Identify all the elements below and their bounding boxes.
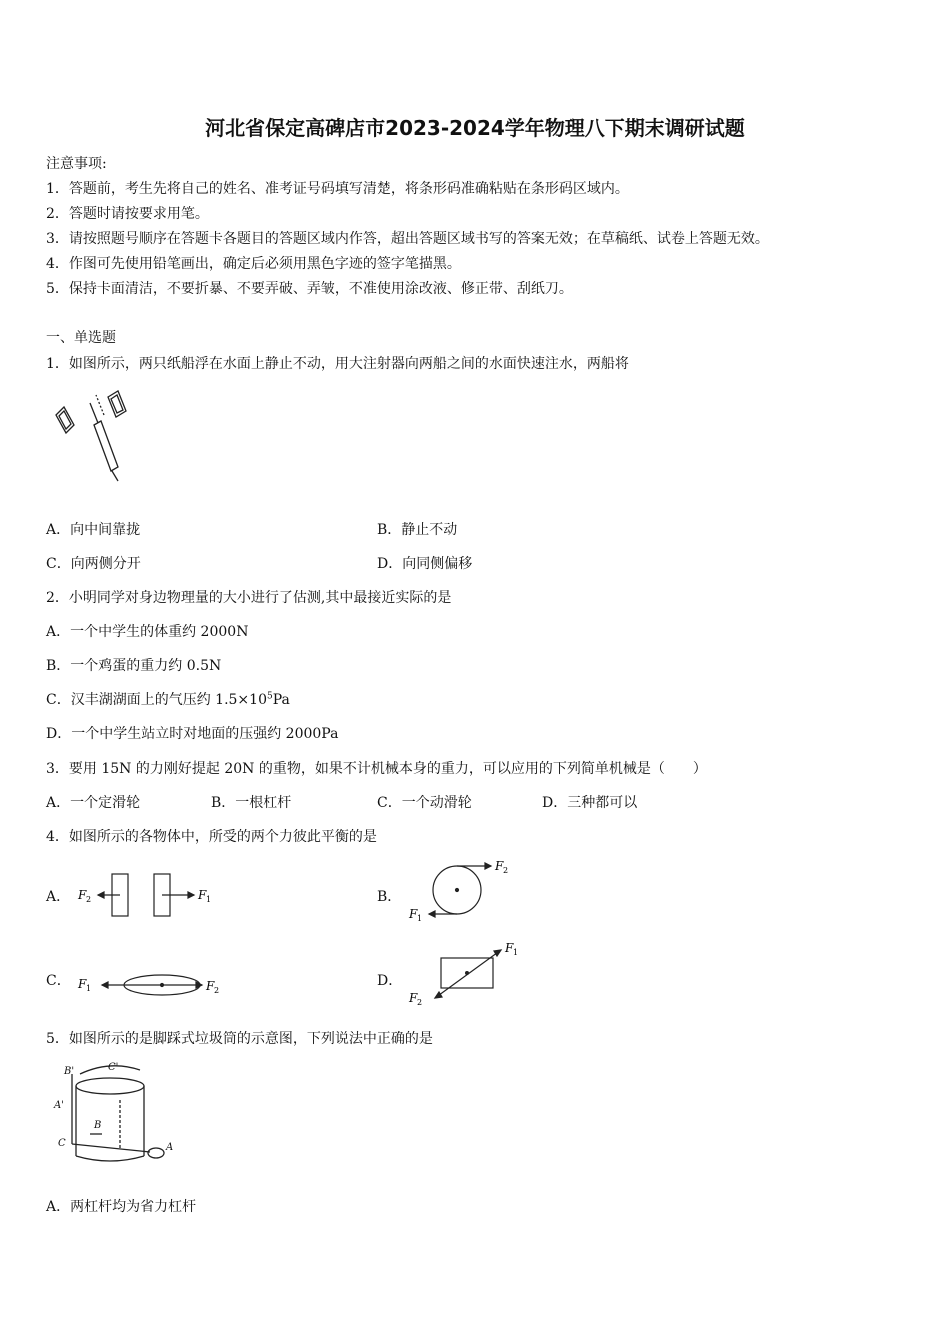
q2-option-a: A．一个中学生的体重约 2000N xyxy=(46,624,249,640)
q4a-f1-label: F xyxy=(198,888,207,902)
q5-trash-can-figure xyxy=(50,1060,180,1170)
q4-label-c: C． xyxy=(46,973,71,989)
q2-option-c xyxy=(46,689,290,709)
q4b-f2-label: F xyxy=(495,859,504,873)
q3-option-b: B．一根杠杆 xyxy=(211,795,292,811)
q5-stem: 5．如图所示的是脚踩式垃圾筒的示意图，下列说法中正确的是 xyxy=(46,1031,433,1047)
q2-option-c-unit: Pa xyxy=(272,692,290,708)
q4c-f2-sub: 2 xyxy=(214,986,220,995)
q4-figure-d xyxy=(405,940,530,1008)
q4d-f1-label: F xyxy=(505,941,514,955)
q2-option-c-exponent: 5 xyxy=(266,691,273,702)
q2-stem: 2．小明同学对身边物理量的大小进行了估测,其中最接近实际的是 xyxy=(46,590,452,606)
q4b-f1-label: F xyxy=(409,907,418,921)
q1-option-d: D．向同侧偏移 xyxy=(377,556,473,572)
notice-heading: 注意事项: xyxy=(46,156,107,172)
q1-boats-syringe-figure xyxy=(46,385,136,485)
q4c-f1-sub: 1 xyxy=(86,984,92,993)
q5-label-b: B xyxy=(94,1120,102,1131)
q2-option-c-text: C．汉丰湖湖面上的气压约 1.5×10 xyxy=(46,692,267,708)
q3-option-a: A．一个定滑轮 xyxy=(46,795,141,811)
q4b-f2-sub: 2 xyxy=(503,866,509,875)
notice-item: 3．请按照题号顺序在答题卡各题目的答题区域内作答，超出答题区域书写的答案无效；在草稿纸、试卷上答题无效。 xyxy=(46,231,769,247)
q4-figure-a xyxy=(74,868,224,923)
q4a-f2-label: F xyxy=(78,888,87,902)
section-heading: 一、单选题 xyxy=(46,330,116,346)
q4a-f1-sub: 1 xyxy=(206,895,212,904)
q4-label-d: D． xyxy=(377,973,403,989)
q5-label-c-prime: C' xyxy=(108,1062,119,1073)
q5-label-c: C xyxy=(58,1138,66,1149)
q3-stem: 3．要用 15N 的力刚好提起 20N 的重物，如果不计机械本身的重力，可以应用的下列简单机械是（ ） xyxy=(46,761,707,777)
notice-item: 2．答题时请按要求用笔。 xyxy=(46,206,209,222)
q4c-f2-label: F xyxy=(206,979,215,993)
q4d-f2-sub: 2 xyxy=(417,998,423,1007)
q4-label-a: A． xyxy=(46,889,71,905)
q1-option-b: B．静止不动 xyxy=(377,522,458,538)
notice-item: 5．保持卡面清洁，不要折暴、不要弄破、弄皱，不准使用涂改液、修正带、刮纸刀。 xyxy=(46,281,573,297)
q5-label-a: A xyxy=(166,1142,174,1153)
q3-option-c: C．一个动滑轮 xyxy=(377,795,472,811)
q4-figure-c xyxy=(74,966,234,1004)
q4-label-b: B． xyxy=(377,889,402,905)
q4a-f2-sub: 2 xyxy=(86,895,92,904)
q4d-f2-label: F xyxy=(409,991,418,1005)
q1-stem: 1．如图所示，两只纸船浮在水面上静止不动，用大注射器向两船之间的水面快速注水，两船将 xyxy=(46,356,629,372)
q1-option-a: A．向中间靠拢 xyxy=(46,522,141,538)
q2-option-b: B．一个鸡蛋的重力约 0.5N xyxy=(46,658,222,674)
q5-label-b-prime: B' xyxy=(64,1066,75,1077)
q4c-f1-label: F xyxy=(78,977,87,991)
q4-figure-b xyxy=(405,858,515,922)
page-title: 河北省保定高碑店市2023-2024学年物理八下期末调研试题 xyxy=(205,116,745,140)
q5-label-a-prime: A' xyxy=(54,1100,64,1111)
q4d-f1-sub: 1 xyxy=(513,948,519,957)
q2-option-d: D．一个中学生站立时对地面的压强约 2000Pa xyxy=(46,726,339,742)
notice-item: 1．答题前，考生先将自己的姓名、准考证号码填写清楚，将条形码准确粘贴在条形码区域内。 xyxy=(46,181,629,197)
q5-option-a: A．两杠杆均为省力杠杆 xyxy=(46,1199,197,1215)
q1-option-c: C．向两侧分开 xyxy=(46,556,141,572)
q3-option-d: D．三种都可以 xyxy=(542,795,638,811)
notice-item: 4．作图可先使用铅笔画出，确定后必须用黑色字迹的签字笔描黑。 xyxy=(46,256,461,272)
q4b-f1-sub: 1 xyxy=(417,914,423,922)
q4-stem: 4．如图所示的各物体中，所受的两个力彼此平衡的是 xyxy=(46,829,377,845)
